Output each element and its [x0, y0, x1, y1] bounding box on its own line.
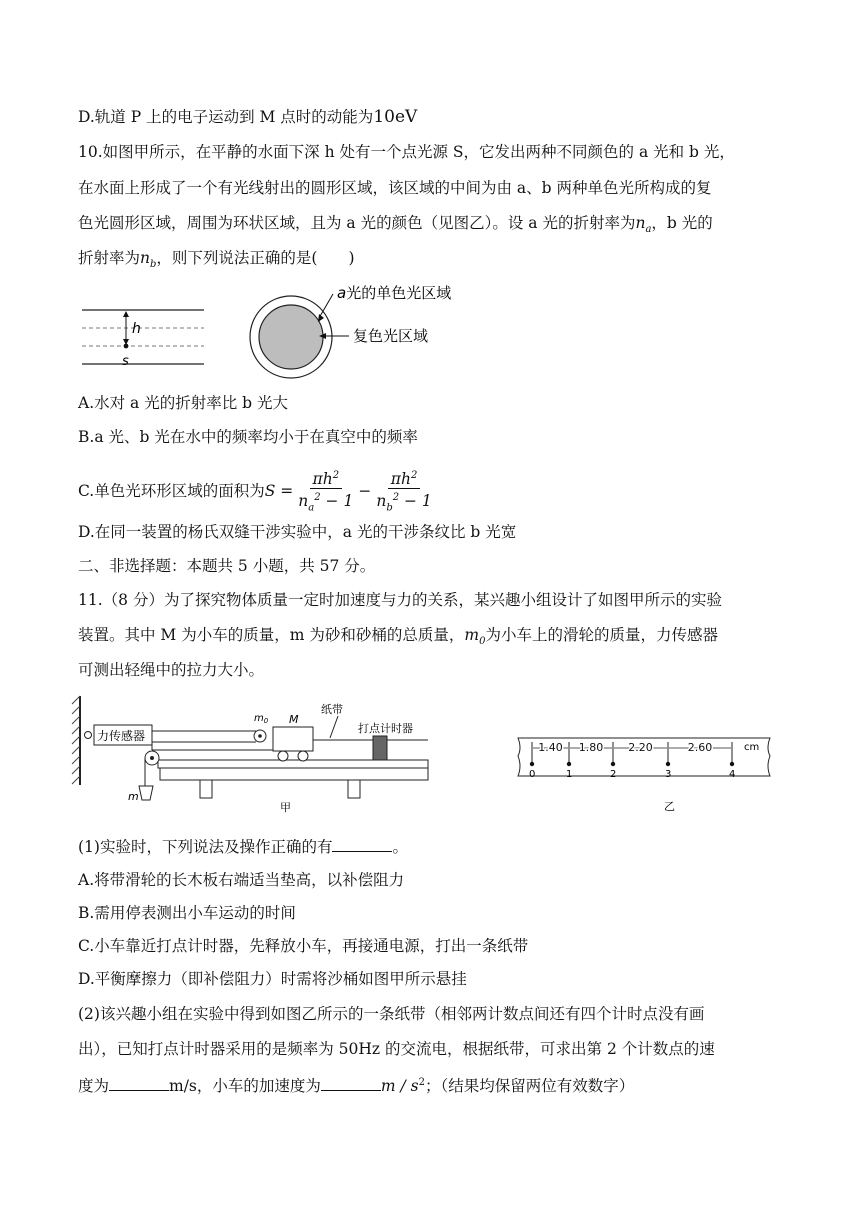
q10-stem-line3: 色光圆形区域，周围为环状区域，且为 a 光的颜色（见图乙）。设 a 光的折射率为$n_a$，b 光的 [78, 214, 713, 236]
section-2-heading: 二、非选择题：本题共 5 小题，共 57 分。 [78, 557, 376, 575]
label-s: s [122, 354, 129, 369]
formula-area: S = $\frac{\pi h^2}{n_a^2 - 1}$ − $\frac{\pi h^2}{n_b^2 - 1}$ [265, 482, 437, 500]
tape-point-label-1: 1 [566, 769, 573, 780]
q11-stem-line3: 可测出轻绳中的拉力大小。 [78, 661, 265, 679]
label-m: m [128, 790, 139, 803]
q10-stem-line4: 折射率为$n_b$，则下列说法正确的是( ) [78, 249, 355, 271]
sig-fig-note: （结果均保留两位有效数字） [440, 1077, 635, 1096]
wall-hatching [72, 696, 80, 784]
q10-option-a: A.水对 a 光的折射率比 b 光大 [78, 394, 288, 412]
q10-stem-line2: 在水面上形成了一个有光线射出的圆形区域，该区域的中间为由 a、b 两种单色光所构成的复 [78, 179, 712, 197]
answer-blank-1[interactable] [332, 837, 392, 852]
sensor-hook-icon [85, 732, 92, 739]
q11-option-a: A.将带滑轮的长木板右端适当垫高，以补偿阻力 [78, 871, 405, 889]
table-top [160, 768, 428, 780]
label-h: h [132, 321, 141, 337]
tape-point-4 [730, 762, 734, 766]
pointer-tape [330, 716, 338, 738]
tape-point-0 [530, 762, 534, 766]
tape-segment-label-0: 1.40 [538, 741, 563, 754]
table-leg-left [200, 780, 212, 798]
light-source-dot [124, 344, 129, 349]
q9-option-d-value: 10eV [373, 107, 418, 127]
q10-figure-depth [78, 300, 208, 375]
q10-stem-line1: 10.如图甲所示，在平静的水面下深 h 处有一个点光源 S，它发出两种不同颜色的 a 光和 b 光， [78, 143, 735, 161]
tape-segment-label-1: 1.80 [578, 741, 604, 754]
sand-bucket [139, 786, 153, 800]
label-force-sensor: 力传感器 [97, 729, 146, 743]
tape-point-3 [666, 762, 670, 766]
tape-point-label-0: 0 [529, 769, 536, 780]
tape-point-label-2: 2 [610, 769, 617, 780]
answer-blank-acceleration[interactable] [321, 1076, 381, 1091]
answer-blank-velocity[interactable] [109, 1076, 169, 1091]
label-unit-cm: cm [744, 742, 760, 753]
q10-option-d: D.在同一装置的杨氏双缝干涉实验中，a 光的干涉条纹比 b 光宽 [78, 523, 517, 541]
tape-point-label-4: 4 [729, 769, 736, 780]
q10-figure-circles [245, 280, 475, 390]
tape-segment-label-3: 2.60 [687, 741, 713, 754]
q11-part2-line1: (2)该兴趣小组在实验中得到如图乙所示的一条纸带（相邻两计数点间还有四个计时点没有画 [78, 1005, 705, 1023]
q11-option-d: D.平衡摩擦力（即补偿阻力）时需将沙桶如图甲所示悬挂 [78, 970, 467, 988]
label-m0: $m_0$ [254, 713, 269, 725]
m0-symbol: $m_0$ [464, 626, 486, 648]
cart-wheel-left [278, 751, 288, 761]
long-board [158, 760, 428, 768]
q9-option-d: D.轨道 P 上的电子运动到 M 点时的动能为10eV [78, 107, 418, 127]
label-a-region: a光的单色光区域 [337, 284, 452, 302]
tape-point-2 [611, 762, 615, 766]
q11-figure-apparatus [68, 690, 440, 815]
pointer-a [319, 294, 333, 318]
tape-point-1 [567, 762, 571, 766]
arrow-head-top-icon [123, 311, 129, 317]
q11-part2-line3: 度为 m/s，小车的加速度为 m / $s^2$；（结果均保留两位有效数字） [78, 1077, 635, 1096]
label-tape: 纸带 [321, 703, 343, 716]
label-M: M [289, 713, 299, 726]
n-b-symbol: $n_b$ [140, 249, 157, 271]
q11-figure-tape [512, 728, 774, 818]
label-mix-region: 复色光区域 [353, 327, 429, 345]
n-a-symbol: $n_a$ [635, 214, 652, 236]
caption-jia: 甲 [280, 801, 291, 814]
tape-segment-label-2: 2.20 [628, 741, 653, 754]
table-leg-right [348, 780, 360, 798]
q11-option-b: B.需用停表测出小车运动的时间 [78, 904, 296, 922]
tape-point-label-3: 3 [665, 769, 672, 780]
q10-option-b: B.a 光、b 光在水中的频率均小于在真空中的频率 [78, 428, 418, 446]
timer-device [373, 736, 387, 760]
inner-circle [259, 305, 323, 369]
q10-option-c: C.单色光环形区域的面积为S = $\frac{\pi h^2}{n_a^2 - 1}$ − $\frac{\pi h^2}{n_b^2 - 1}$ [78, 467, 437, 517]
q11-option-c: C.小车靠近打点计时器，先释放小车，再接通电源，打出一条纸带 [78, 937, 529, 955]
cart-body [273, 727, 313, 751]
q11-stem-line2: 装置。其中 M 为小车的质量，m 为砂和砂桶的总质量，$m_0$为小车上的滑轮的质量，力传感器 [78, 626, 718, 648]
q11-part2-line2: 出），已知打点计时器采用的是频率为 50Hz 的交流电，根据纸带，可求出第 2 个计数点的速 [78, 1040, 715, 1058]
label-timer: 打点计时器 [358, 722, 413, 735]
q11-part1-question: (1)实验时，下列说法及操作正确的有 。 [78, 838, 408, 856]
cart-wheel-right [298, 751, 308, 761]
q11-stem-line1: 11.（8 分）为了探究物体质量一定时加速度与力的关系，某兴趣小组设计了如图甲所示的实验 [78, 591, 722, 609]
caption-yi: 乙 [664, 800, 675, 813]
